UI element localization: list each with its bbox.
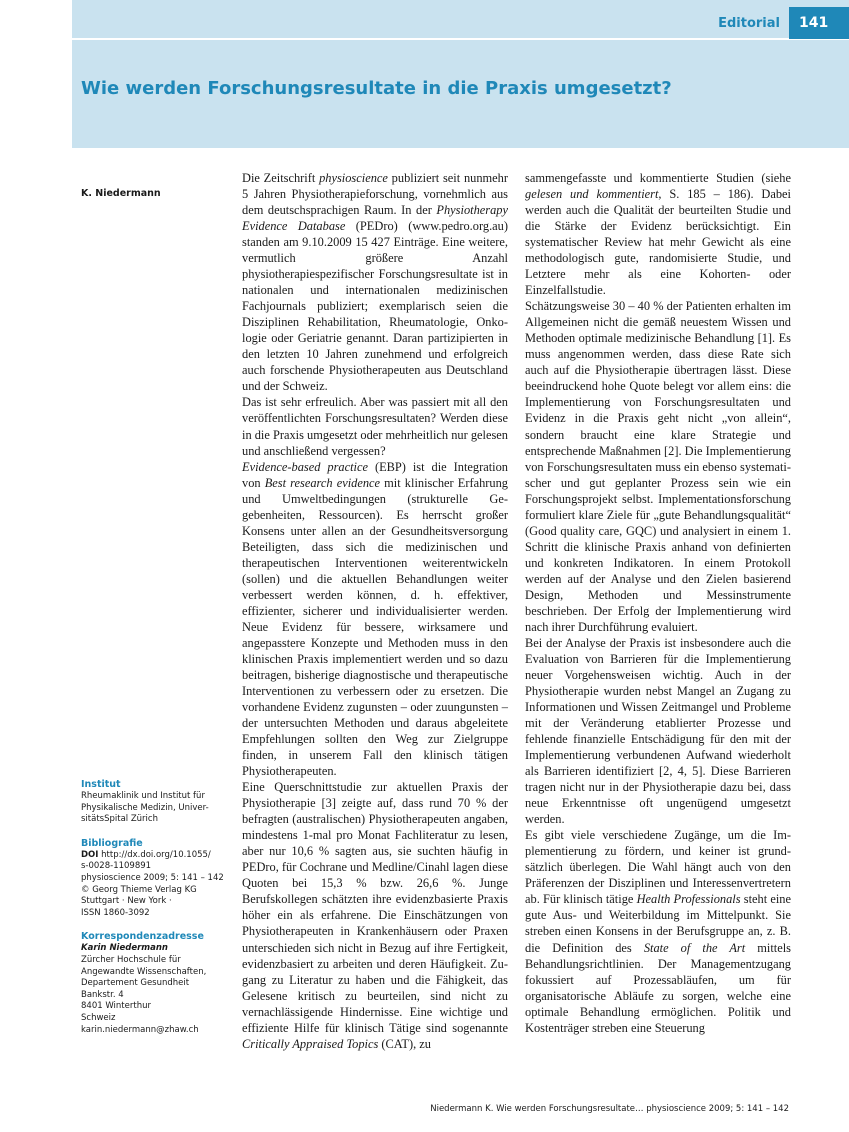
header-divider [72,38,849,40]
address-line: Schweiz [81,1012,116,1023]
korrespondenz-name: Karin Niedermann [81,943,168,954]
bibliografie-heading: Bibliografie [81,837,143,849]
emphasis-text: Evidence-based practice [242,459,368,474]
doi-label: DOI [81,849,99,860]
body-text: sammengefasste und kommentierte Studien (siehe gelesen und kommentiert, S. 185 – 186). Dabei werden auch die Qualität der beurteilten Studie und die Stärke der Evidenz berücksichtigt. Ein systematischer Review hat mehr Gewicht als eine methodologisch gute, randomisierte Studie, und Letztere mehr als eine Kohorten- oder Einzelfallstudie. Schätzungsweise 30 – 40 % der Patienten erhalten im Allgemeinen nicht die gemäß neuestem Wissen und Methoden optimale medizinische Behandlung [1]. Es muss angenommen werden, dass diese Rate sich auch auf die Physiotherapie übertragen lässt. Diese beeindruckend hohe Quote belegt vor allem eins: die Implementierung von Forschungsresultaten und Evidenz in die Praxis geht nicht „von allein“, sondern braucht eine klare Strategie und entsprechende Maßnahmen [2]. Die Implementierung von Forschungsresultaten muss ein ebenso systematischer und gut geplanter Prozess sein wie ein Forschungsprojekt selbst. Implementationsforschung formuliert klare Ziele für „gute Behandlungsqualität“ (Good quality care, GQC) und analysiert in einem 1. Schritt die klinische Praxis anhand von definierten und konkreten Indikatoren. In einem Protokoll werden auf der Analyse und den Zielen basierend Design, Methoden und Messinstrumente beschrieben. Der Erfolg der Implementierung wird nach ihrer Durchführung evaluiert. Bei der Analyse der Praxis ist insbesondere auch die Evaluation von Barrieren für die Implementierung neuer Vorgehensweisen wichtig. Auch in der Physiotherapie wurden nebst Mangel an Zugang zu Informationen und Wissen Zeitmangel und Probleme mit der Veränderung etablierter Prozesse und fehlende finanzielle Entschädigung für den mit der Implementierung verbundenen Aufwand wiederholt als Barrieren identifiziert [2, 4, 5]. Diese Barrieren tragen nicht nur in der Physiotherapie dazu bei, dass neue Erkenntnisse oft ungenügend umgesetzt werden. Es gibt viele verschiedene Zugänge, um die Implementierung zu fördern, und keiner ist grundsätzlich überlegen. Die Wahl hängt auch von den Präferenzen der Disziplinen und Interessenvertretern ab. Für klinisch tätige Health Professionals steht eine gute Aus- und Weiterbildung im Mittelpunkt. Sie streben einen Konsens in der Berufsgruppe an, z. B. die Definition des State of the Art mittels Behandlungsrichtlinien. Der Managementzugang fokussiert auf Prozessabläufen, um für organisatorische Abläufe zu sorgen, welche eine optimale Behandlung ermöglichen. Politik und Kostenträger streben eine Steuerung [525,171,792,1035]
emphasis-text: physioscience [319,171,388,185]
email-link[interactable]: karin.niedermann@zhaw.ch [81,1024,199,1035]
emphasis-text: Physiotherapy Evidence Database [242,203,508,234]
section-label: Editorial [718,16,780,31]
address-line: Angewandte Wissenschaften, [81,966,207,977]
address-line: 8401 Winterthur [81,1001,151,1012]
article-title: Wie werden Forschungsresultate in die Praxis umgesetzt? [81,78,672,99]
bibliografie-line: ISSN 1860-3092 [81,907,150,918]
bibliografie-line: physioscience 2009; 5: 141 – 142 [81,872,224,883]
address-line: Bankstr. 4 [81,989,124,1000]
korrespondenz-heading: Korrespondenzadresse [81,931,204,943]
body-column-right [525,170,791,1036]
author-name: K. Niedermann [81,188,161,199]
emphasis-text: gelesen und kommentiert [525,187,659,202]
bibliografie-line: Stuttgart · New York · [81,896,172,907]
body-text: Die Zeitschrift physioscience publiziert seit nunmehr 5 Jahren Physiotherapieforschung, vornehmlich aus dem deutschsprachigen Raum. In der Physiotherapy Evidence Database (PEDro) (www.pedro.org.au) standen am 9.10.2009 15 427 Einträge. Eine weitere, vermutlich größere Anzahl physiotherapiespezifischer Forschungsresultate ist in nationalen und internationalen medizinischen Fachjournals publiziert; exemplarisch seien die Disziplinen Rehabilitation, Rheumatologie, Onkologie oder Geriatrie genannt. Daran partizipierten in den letzten 10 Jahren zunehmend und erfolgreich auch forschende Physiotherapeuten aus Deutschland und der Schweiz. Das ist sehr erfreulich. Aber was passiert mit all den veröffentlichten Forschungsresultaten? Werden diese in die Praxis umgesetzt oder mehrheitlich nur gelesen und anschließend vergessen? Evidence-based practice (EBP) ist die Integration von Best research evidence mit klinischer Erfahrung und Umweltbedingungen (strukturelle Gegebenheiten, Ressourcen). Es herrscht großer Konsens unter allen an der Gesundheitsversorgung Beteiligten, dass sich die medizinischen und therapeutischen Interventionen weiterentwickeln (sollen) und die aktuellen Behandlungen weiter verbessert werden können, d. h. effektiver, effizienter, sicherer und individualisierter werden. Neue Evidenz für bessere, wirksamere und angepasstere Konzepte und Methoden muss in den klinischen Praxis implementiert werden und so dazu beitragen, bisherige diagnostische und therapeutische Interventionen zu verbessern oder zu ersetzen. Die vorhandene Evidenz zugunsten – oder zuungunsten – der untersuchten Methoden und daraus abgeleitete Empfehlungen sollten den Weg zur Zielgruppe finden, in unserem Fall den klinisch tätigen Physiotherapeuten. Eine Querschnittstudie zur aktuellen Praxis der Physiotherapie [3] zeigte auf, dass rund 70 % der befragten (australischen) Physiotherapeuten angaben, mindestens 1-mal pro Monat Fachliteratur zu lesen, aber nur 10,6 % sagten aus, sie suchten häufig in PEDro, für Cochrane und Medline/Cinahl lagen diese Quoten bei 15,3 % bzw. 26,6 %. Junge Berufskollegen schätzten ihre evidenzbasierte Praxis höher ein als erfahrene. Die Einschätzungen von Physiotherapeuten in Krankenhäusern oder Praxen unterschieden sich nicht in Bezug auf ihre Fertigkeit, evidenzbasiert zu arbeiten und deren Häufigkeit. Zugang zu Literatur zu haben und die Fähigkeit, das Gelesene kritisch zu beurteilen, sind nicht zu vernachlässigende Hindernisse. Eine wichtige und effiziente Hilfe für klinisch Tätige sind sogenannte Critically Appraised Topics (CAT), zu [242,171,509,1051]
page-number: 141 [789,7,849,39]
doi-link[interactable]: http://dx.doi.org/10.1055/ [98,849,211,860]
emphasis-text: Critically Appraised Topics [242,1036,379,1051]
institut-line: sitätsSpital Zürich [81,814,158,825]
emphasis-text: Best research evidence [264,475,381,490]
bibliografie-line: s-0028-1109891 [81,861,152,872]
institut-line: Physikalische Medizin, Univer- [81,802,209,813]
running-footer: Niedermann K. Wie werden Forschungsresultate… physioscience 2009; 5: 141 – 142 [430,1104,789,1114]
body-column-left [242,170,508,1052]
emphasis-text: State of the Art [643,940,746,955]
institut-heading: Institut [81,779,121,790]
institut-line: Rheumaklinik und Institut für [81,791,205,801]
article-sidebar [81,779,233,1036]
bibliografie-line: © Georg Thieme Verlag KG [81,884,197,895]
address-line: Departement Gesundheit [81,978,190,989]
address-line: Zürcher Hochschule für [81,954,181,965]
doi-line[interactable] [81,850,233,862]
emphasis-text: Health Professionals [636,892,741,907]
